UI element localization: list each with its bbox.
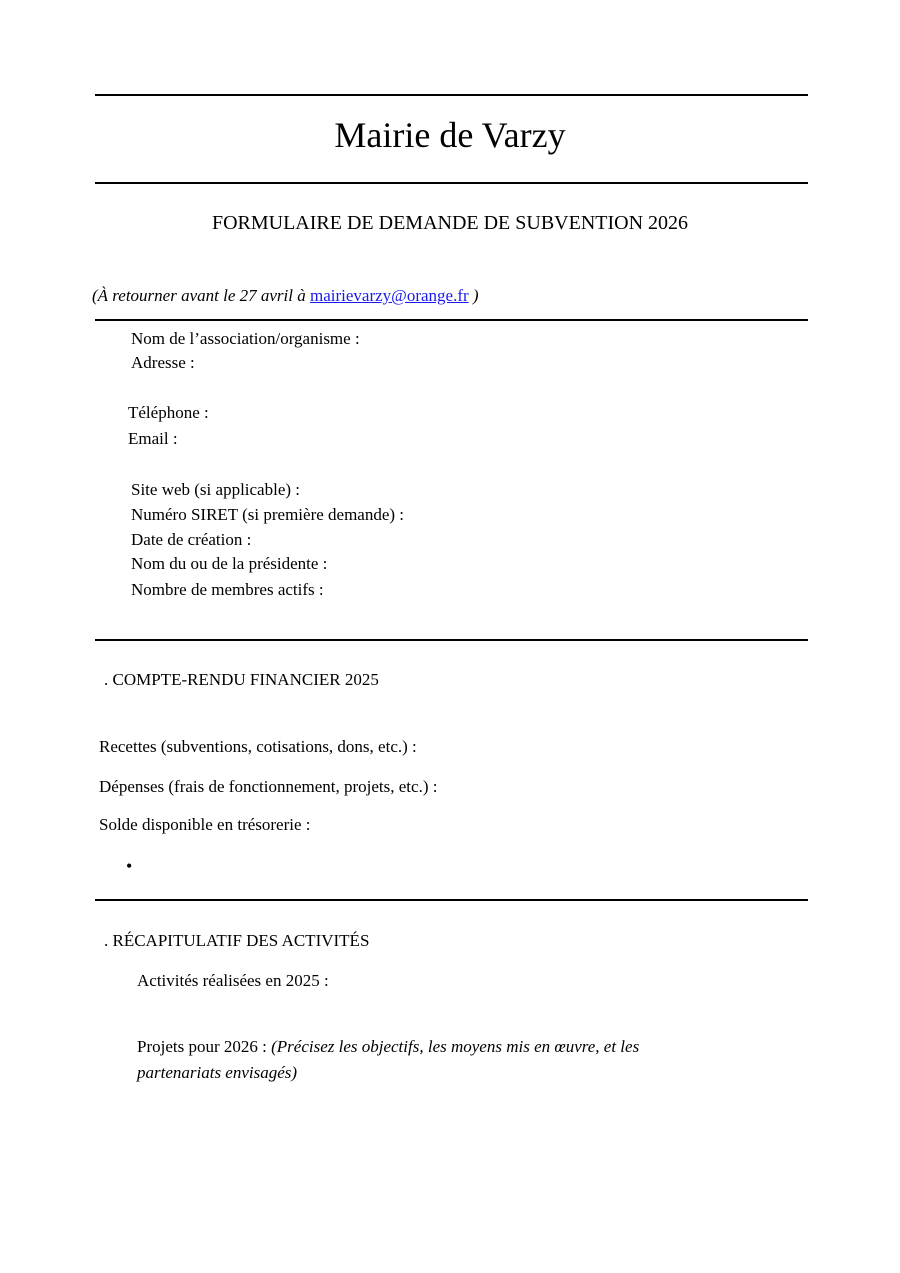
association-name-label: Nom de l’association/organisme : — [131, 329, 360, 348]
form-title: FORMULAIRE DE DEMANDE DE SUBVENTION 2026 — [211, 212, 689, 234]
empty-bullet: • — [126, 856, 133, 876]
creation-date-label: Date de création : — [131, 530, 252, 549]
page-title: Mairie de Varzy — [334, 115, 566, 155]
members-label: Nombre de membres actifs : — [131, 580, 324, 599]
activities-done-label: Activités réalisées en 2025 : — [137, 971, 329, 990]
email-label: Email : — [128, 429, 178, 448]
address-label: Adresse : — [131, 353, 195, 372]
website-label: Site web (si applicable) : — [131, 480, 301, 499]
projects-label-text: Projets pour 2026 : — [137, 1037, 272, 1056]
return-notice — [92, 286, 479, 306]
contact-email-link[interactable]: mairievarzy@orange.fr — [309, 286, 469, 305]
financial-heading: . COMPTE-RENDU FINANCIER 2025 — [104, 670, 379, 689]
activities-rule — [95, 899, 808, 901]
info-top-rule — [95, 319, 808, 321]
expenses-label: Dépenses (frais de fonctionnement, projets, etc.) : — [99, 777, 438, 796]
return-notice-prefix: (À retourner avant le 27 avril à — [92, 286, 310, 305]
president-label: Nom du ou de la présidente : — [131, 554, 328, 573]
return-notice-suffix: ) — [468, 286, 479, 305]
top-rule — [95, 94, 808, 96]
projects-label — [137, 1037, 639, 1057]
siret-label: Numéro SIRET (si première demande) : — [131, 505, 405, 524]
balance-label: Solde disponible en trésorerie : — [99, 815, 311, 834]
activities-heading: . RÉCAPITULATIF DES ACTIVITÉS — [104, 931, 370, 950]
income-label: Recettes (subventions, cotisations, dons, etc.) : — [99, 737, 417, 756]
financial-rule — [95, 639, 808, 641]
projects-hint-line1: (Précisez les objectifs, les moyens mis en œuvre, et les — [271, 1037, 640, 1056]
phone-label: Téléphone : — [128, 403, 209, 422]
projects-hint-line2: partenariats envisagés) — [137, 1063, 298, 1082]
title-rule — [95, 182, 808, 184]
